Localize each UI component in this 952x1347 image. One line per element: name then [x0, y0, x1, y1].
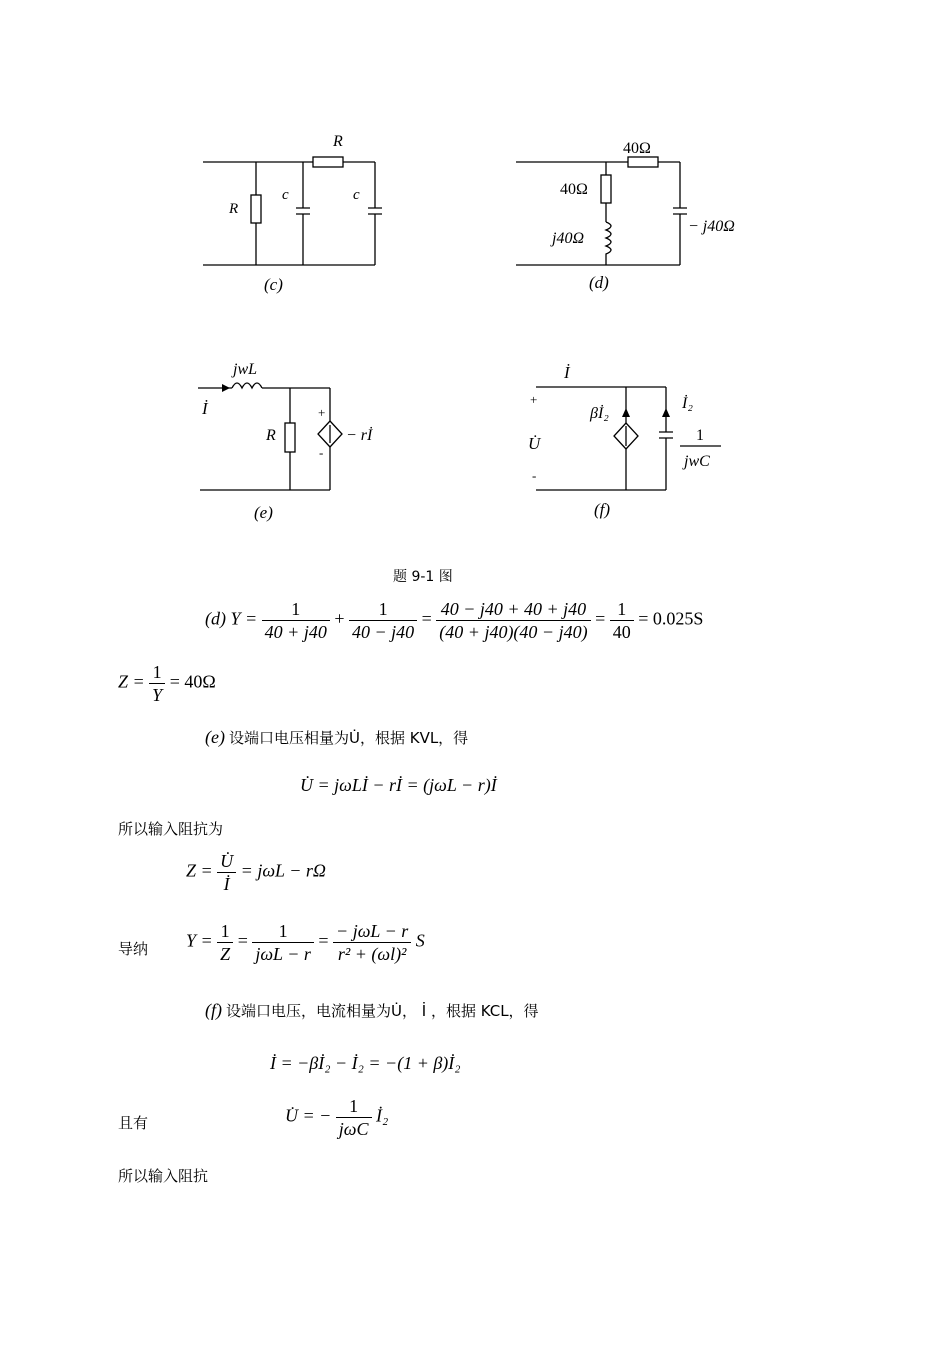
eq-d-frac3: [436, 598, 590, 643]
frac-denominator: r² + (ωl)²: [337, 944, 407, 964]
eq-zd-result: = 40Ω: [169, 671, 216, 692]
eq-d-result: = 0.025S: [638, 608, 704, 629]
eq-d-frac1: [262, 598, 330, 643]
and-label: 且有: [118, 1114, 149, 1132]
equation-y-e: [186, 920, 425, 965]
frac-numerator: 1: [349, 598, 417, 621]
eq-uf-frac: [336, 1095, 372, 1140]
arrow-up-icon: [662, 408, 670, 417]
equation-d: [205, 598, 703, 643]
section-e-text: 设端口电压相量为U̇，根据 KVL，得: [228, 729, 469, 747]
frac-numerator: 1: [149, 661, 165, 684]
eq-zd-frac: [149, 661, 165, 706]
frac-denominator: Y: [152, 685, 163, 705]
frac-numerator: 1: [336, 1095, 372, 1118]
circuit-e-plus: +: [318, 405, 326, 420]
eq-ye-unit: S: [415, 930, 425, 951]
circuit-f-plus: +: [530, 392, 538, 407]
eq-ye-frac3: [333, 920, 411, 965]
circuit-e-source: − rİ: [346, 427, 373, 444]
circuit-e-current: İ: [202, 399, 208, 418]
eq-d-lhs: Y =: [230, 608, 258, 629]
section-e-intro: [205, 727, 468, 748]
figure-caption: 题 9-1 图: [393, 569, 453, 585]
equation-kcl: İ = −βİ₂ − İ₂ = −(1 + β)İ₂: [270, 1053, 461, 1073]
frac-numerator: − jωL − r: [333, 920, 411, 943]
impedance-label-f: 所以输入阻抗: [118, 1167, 209, 1185]
eq-ye-lhs: Y =: [186, 930, 213, 951]
eq-zd-lhs: Z =: [118, 671, 145, 692]
eq-d-frac4: [610, 598, 634, 643]
frac-numerator: 1: [262, 598, 330, 621]
frac-numerator: 40 − j40 + 40 + j40: [436, 598, 590, 621]
frac-denominator: jωL − r: [255, 944, 311, 964]
circuit-e-resistor: R: [266, 427, 276, 444]
circuit-d-c-right: − j40Ω: [688, 218, 735, 235]
eq-ze-frac: [217, 850, 236, 895]
equation-kvl: U̇ = jωLİ − rİ = (jωL − r)İ: [300, 775, 497, 795]
eq-uf-rhs: İ₂: [376, 1105, 389, 1126]
section-e-tag: (e): [205, 727, 225, 747]
equation-z-e: [186, 850, 326, 895]
eq-ze-lhs: Z =: [186, 860, 213, 881]
circuit-f-label: (f): [594, 500, 611, 519]
impedance-label-e: 所以输入阻抗为: [118, 820, 224, 838]
eq-d-equals: =: [421, 608, 432, 629]
frac-numerator: 1: [252, 920, 314, 943]
circuit-d-r-mid: 40Ω: [560, 181, 588, 198]
frac-numerator: 1: [610, 598, 634, 621]
circuit-f-cap-den: jwC: [684, 453, 710, 470]
eq-ye-frac2: [252, 920, 314, 965]
circuit-d: [516, 157, 687, 265]
circuit-figure: [0, 0, 952, 600]
section-f-tag: (f): [205, 1000, 222, 1020]
circuit-e-minus: -: [319, 445, 324, 460]
current-arrow-icon: [222, 384, 230, 392]
circuit-c-r-top: R: [333, 133, 343, 150]
eq-d-plus: +: [334, 608, 345, 629]
frac-numerator: 1: [217, 920, 233, 943]
eq-d-tag: (d): [205, 608, 226, 629]
eq-d-frac2: [349, 598, 417, 643]
frac-denominator: (40 + j40)(40 − j40): [439, 622, 588, 642]
frac-denominator: Z: [220, 944, 231, 964]
circuit-e-label: (e): [254, 503, 273, 522]
circuit-d-r-top: 40Ω: [623, 140, 651, 157]
equation-u-f: [285, 1095, 388, 1140]
circuit-f-current: İ: [564, 363, 570, 382]
circuit-c-c2: c: [353, 187, 360, 203]
section-f-intro: [205, 1000, 539, 1021]
eq-uf-lhs: U̇ = −: [285, 1105, 332, 1126]
section-f-text: 设端口电压，电流相量为U̇， İ ，根据 KCL，得: [226, 1002, 539, 1020]
circuit-c-c1: c: [282, 187, 289, 203]
circuit-f: [536, 387, 721, 490]
arrow-up-icon: [622, 408, 630, 417]
frac-numerator: U̇: [217, 850, 236, 873]
frac-denominator: jωC: [338, 1119, 369, 1139]
circuit-d-label: (d): [589, 273, 609, 292]
frac-denominator: 40 − j40: [351, 622, 415, 642]
eq-ye-frac1: [217, 920, 233, 965]
frac-denominator: 40 + j40: [264, 622, 327, 642]
circuit-f-voltage: U̇: [528, 434, 541, 453]
circuit-e-inductor: jwL: [233, 361, 258, 378]
eq-ze-result: = jωL − rΩ: [240, 860, 326, 881]
circuit-c-r-left: R: [229, 201, 239, 217]
circuit-c-label: (c): [264, 275, 283, 294]
circuit-f-cap-num: 1: [696, 427, 704, 444]
frac-denominator: İ: [223, 874, 230, 894]
eq-ye-equals: =: [237, 930, 248, 951]
equation-z-d: [118, 661, 216, 706]
eq-ye-equals: =: [318, 930, 329, 951]
admittance-label: 导纳: [118, 940, 149, 958]
circuit-f-minus: -: [532, 468, 537, 483]
circuit-d-l-mid: j40Ω: [552, 230, 585, 247]
frac-denominator: 40: [612, 622, 631, 642]
circuit-f-i2: İ₂: [682, 395, 693, 412]
eq-d-equals: =: [595, 608, 606, 629]
circuit-f-source: βİ₂: [590, 405, 609, 422]
